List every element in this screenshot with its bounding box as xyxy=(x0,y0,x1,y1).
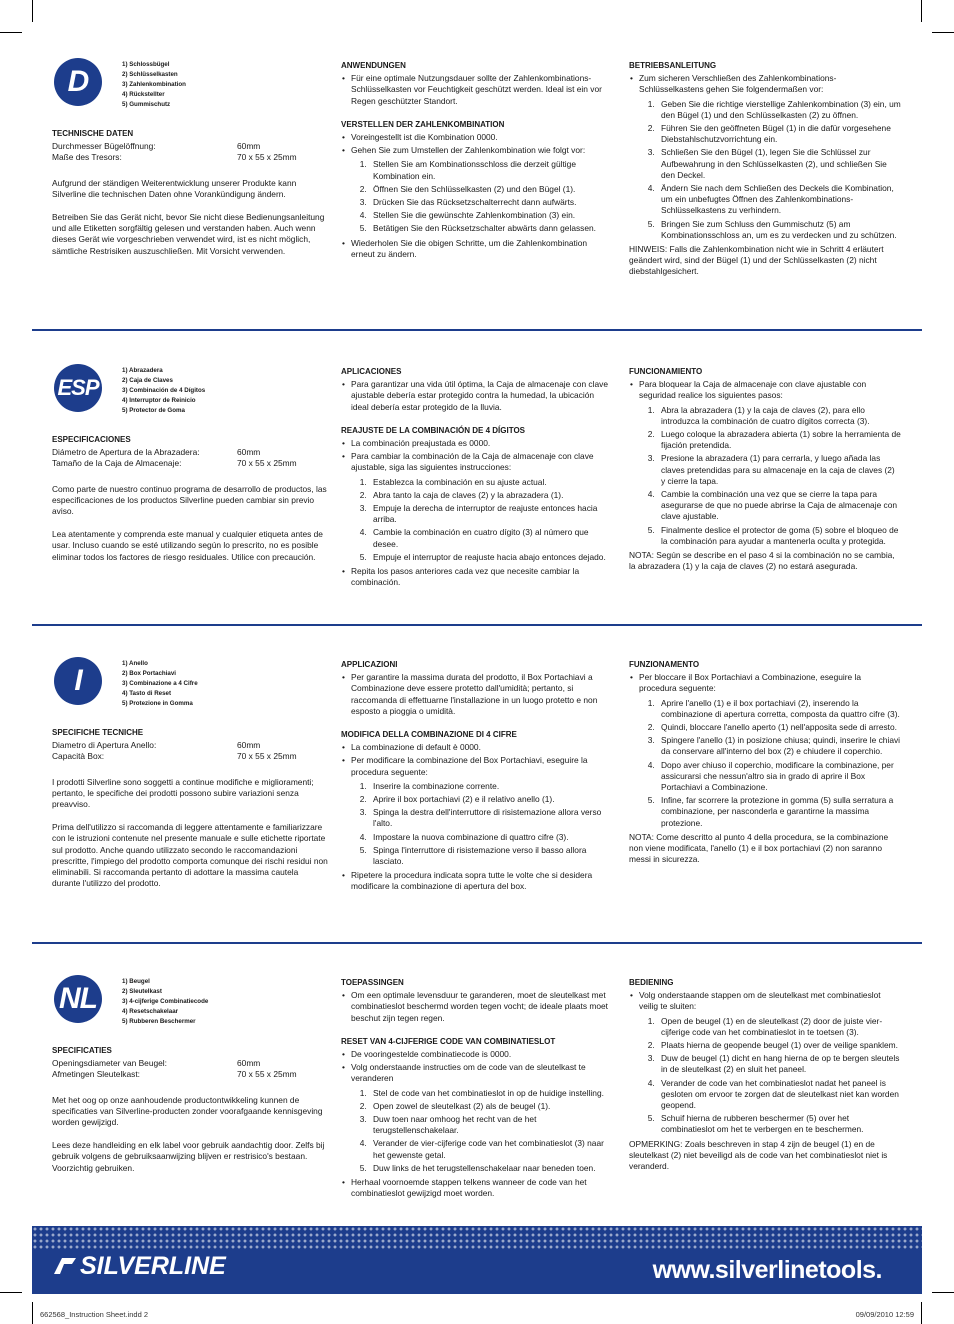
part-item: 4) Rückstellter xyxy=(122,91,165,98)
specs-heading: SPECIFICATIES xyxy=(52,1046,112,1055)
list-item: • Para cambiar la combinación de la Caja de almacenaje con clave ajustable, siga las siguientes instrucciones: xyxy=(341,451,613,473)
list-item: • Per garantire la massima durata del prodotto, il Box Portachiavi a Combinazione deve essere protetto dall'umidità; pertanto, si raccomanda di effettuarne l'installazione in un luogo protetto e non esposto a pioggia o umidità. xyxy=(341,672,613,717)
list-item: • Om een optimale levensduur te garanderen, moet de sleutelkast met combinatieslot beschermd worden tegen vocht; de ideale plaats moet beschut zijn tegen regen. xyxy=(341,990,613,1024)
slug-date: 09/09/2010 12:59 xyxy=(855,1310,914,1319)
operation-heading: FUNCIONAMIENTO xyxy=(629,367,703,376)
step-item: 3. Duw toen naar omhoog het recht van de het terugstellenschakelaar. xyxy=(369,1114,613,1136)
step-item: 5. Schuif hierna de rubberen beschermer (5) over het combinatieslot om het te verbergen en te beschermen. xyxy=(657,1113,901,1135)
dot-pattern xyxy=(32,1226,922,1250)
parts-list xyxy=(122,659,198,709)
applications-column xyxy=(341,659,613,895)
operation-note: HINWEIS: Falls die Zahlenkombination nicht wie in Schritt 4 erläutert geändert wird, sind der Bügel (1) und der Schlüsselkasten (2) nicht diebstahlgesichert. xyxy=(629,244,884,277)
step-item: 5. Spinga l'interruttore di risistemazione verso il basso allora lasciato. xyxy=(369,845,613,867)
step-item: 5. Bringen Sie zum Schluss den Gummischutz (5) am Kombinationsschloss an, um es zu verdecken und zu schützen. xyxy=(657,219,901,241)
step-item: 4. Stellen Sie die gewünschte Zahlenkombination (3) ein. xyxy=(369,210,613,221)
list-item: • Gehen Sie zum Umstellen der Zahlenkombination wie folgt vor: xyxy=(341,145,613,156)
operation-heading: FUNZIONAMENTO xyxy=(629,660,700,669)
step-item: 2. Abra tanto la caja de claves (2) y la abrazadera (1). xyxy=(369,490,613,501)
note-paragraph: Met het oog op onze aanhoudende productontwikkeling kunnen de specificaties van Silverline-producten zonder voorafgaande kennisgeving worden gewijzigd. xyxy=(52,1094,323,1128)
reset-heading: VERSTELLEN DER ZAHLENKOMBINATION xyxy=(341,119,505,129)
list-item: • Zum sicheren Verschließen des Zahlenkombinations-Schlüsselkastens gehen Sie folgendermaßen vor: xyxy=(629,73,901,95)
crop-mark xyxy=(32,0,33,22)
crop-mark xyxy=(32,1302,33,1324)
step-item: 2. Führen Sie den geöffneten Bügel (1) in die dafür vorgesehene Diebstahlschutzvorrichtung ein. xyxy=(657,123,901,145)
step-item: 2. Open zowel de sleutelkast (2) als de beugel (1). xyxy=(369,1101,613,1112)
part-item: 3) Combinación de 4 Dígitos xyxy=(122,387,206,394)
logo-swoosh-icon xyxy=(52,1254,78,1278)
applications-list xyxy=(341,990,613,1024)
language-badge: I xyxy=(54,657,102,705)
reset-outro-list xyxy=(341,238,613,260)
spec-value: 60mm xyxy=(237,447,261,458)
operation-intro-list xyxy=(629,379,901,401)
list-item: • Für eine optimale Nutzungsdauer sollte der Zahlenkombinations-Schlüsselkasten vor Feuchtigkeit geschützt werden. Ideal ist ein vor Regen geschützter Standort. xyxy=(341,73,613,107)
operation-intro-list xyxy=(629,672,901,694)
step-item: 4. Dopo aver chiuso il coperchio, modificare la combinazione, per assicurarsi che nessun'altro sia in grado di aprire il Box Portachiavi a Combinazione. xyxy=(657,760,901,794)
list-item: • Voreingestellt ist die Kombination 0000. xyxy=(341,132,613,143)
part-item: 1) Abrazadera xyxy=(122,367,163,374)
step-item: 4. Verander de vier-cijferige code van het combinatieslot (3) naar het gewenste getal. xyxy=(369,1138,613,1160)
spec-row xyxy=(52,751,328,762)
part-item: 2) Box Portachiavi xyxy=(122,670,176,677)
step-item: 3. Empuje la derecha de interruptor de reajuste entonces hacia arriba. xyxy=(369,503,613,525)
part-item: 2) Sleutelkast xyxy=(122,988,162,995)
step-item: 1. Geben Sie die richtige vierstellige Zahlenkombination (3) ein, um den Bügel (1) und den Schlüsselkasten (2) zu öffnen. xyxy=(657,99,901,121)
part-item: 5) Gummischutz xyxy=(122,101,171,108)
spec-value: 60mm xyxy=(237,141,261,152)
spec-label: Tamaño de la Caja de Almacenaje: xyxy=(52,458,182,469)
slug-file: 662568_Instruction Sheet.indd 2 xyxy=(40,1310,148,1319)
note-paragraph: Prima dell'utilizzo si raccomanda di leggere attentamente e familiarizzare con le istruzioni contenute nel presente manuale e sulle etichette riportate sul prodotto. Anche quando utilizzato secondo le raccomandazioni prescritte, l'impiego del prodotto comporta comunque dei rischi residui non eliminabili. Si raccomanda pertanto di adottare la massima cautela durante l'utilizzo del prodotto. xyxy=(52,822,328,889)
crop-mark xyxy=(0,1292,22,1293)
operation-steps xyxy=(629,1016,901,1136)
spec-row xyxy=(52,1069,328,1080)
section-divider xyxy=(32,942,922,944)
step-item: 2. Luego coloque la abrazadera abierta (1) sobre la herramienta de fijación pretendida. xyxy=(657,429,901,451)
step-item: 1. Stel de code van het combinatieslot in op de huidige instelling. xyxy=(369,1088,613,1099)
applications-column xyxy=(341,60,613,262)
part-item: 3) 4-cijferige Combinatiecode xyxy=(122,998,209,1005)
part-item: 1) Schlossbügel xyxy=(122,61,170,68)
brand-name: SILVERLINE xyxy=(80,1251,226,1280)
spec-label: Diámetro de Apertura de la Abrazadera: xyxy=(52,447,200,458)
reset-heading: MODIFICA DELLA COMBINAZIONE DI 4 CIFRE xyxy=(341,730,517,740)
section-i xyxy=(32,657,922,917)
note-paragraph: Aufgrund der ständigen Weiterentwicklung unserer Produkte kann Silverline die technischen Daten ohne Vorankündigung ändern. xyxy=(52,177,297,199)
footer-band xyxy=(32,1226,922,1294)
crop-mark xyxy=(0,32,22,33)
section-nl xyxy=(32,975,922,1235)
operation-steps xyxy=(629,405,901,547)
spacer xyxy=(52,164,328,178)
spacer xyxy=(52,470,328,484)
step-item: 4. Ändern Sie nach dem Schließen des Deckels die Kombination, um ein unbefugtes Öffnen des Zahlenkombinations-Schlüsselkastens zu verhindern. xyxy=(657,183,901,217)
spacer xyxy=(341,719,613,729)
operation-note: NOTA: Come descritto al punto 4 della procedura, se la combinazione non viene modificata, l'anello (1) e il box portachiavi (2) non saranno messi in sicurezza. xyxy=(629,831,889,865)
step-item: 4. Impostare la nuova combinazione di quattro cifre (3). xyxy=(369,832,613,843)
section-d xyxy=(32,58,922,318)
list-item: • La combinazione di default è 0000. xyxy=(341,742,613,753)
crop-mark xyxy=(921,0,922,22)
step-item: 1. Establezca la combinación en su ajuste actual. xyxy=(369,477,613,488)
step-item: 5. Empuje el interruptor de reajuste hacia abajo entonces dejado. xyxy=(369,552,613,563)
spec-label: Durchmesser Bügelöffnung: xyxy=(52,141,156,152)
applications-list xyxy=(341,672,613,717)
step-item: 3. Spingere l'anello (1) in posizione chiusa; quindi, inserire le chiavi da conservare all'interno del box (2) e chiudere il coperchio. xyxy=(657,735,901,757)
step-item: 5. Betätigen Sie den Rücksetzschalter abwärts dann gelassen. xyxy=(369,223,613,234)
operation-note: OPMERKING: Zoals beschreven in stap 4 zijn de beugel (1) en de sleutelkast (2) niet beveiligd als de code van het combinatieslot niet is veranderd. xyxy=(629,1138,888,1172)
operation-column xyxy=(629,977,901,1172)
specs-heading: TECHNISCHE DATEN xyxy=(52,129,134,138)
applications-list xyxy=(341,379,613,413)
spec-label: Openingsdiameter van Beugel: xyxy=(52,1058,167,1069)
reset-steps xyxy=(341,159,613,234)
note-paragraph: I prodotti Silverline sono soggetti a continue modifiche e miglioramenti; pertanto, le specifiche dei prodotti possono subire variazioni senza preavviso. xyxy=(52,776,314,810)
step-item: 1. Aprire l'anello (1) e il box portachiavi (2), inserendo la combinazione di apertura corretta, composta da quattro cifre (3). xyxy=(657,698,901,720)
step-item: 3. Presione la abrazadera (1) para cerrarla, y luego añada las claves pretendidas para su almacenaje en la caja de claves (2) y cierre la tapa. xyxy=(657,453,901,487)
step-item: 1. Stellen Sie am Kombinationsschloss die derzeit gültige Kombination ein. xyxy=(369,159,613,181)
operation-column xyxy=(629,60,901,278)
applications-heading: ANWENDUNGEN xyxy=(341,61,406,70)
note-paragraph: Lees deze handleiding en elk label voor gebruik aandachtig door. Zelfs bij gebruik volgens de gebruiksaanwijzing blijven er restrisico's bestaan. Voorzichtig gebruiken. xyxy=(52,1140,325,1173)
website-url[interactable]: www.silverlinetools. xyxy=(652,1256,882,1284)
step-item: 2. Quindi, bloccare l'anello aperto (1) nell'apposita sede di arresto. xyxy=(657,722,901,733)
step-item: 2. Aprire il box portachiavi (2) e il relativo anello (1). xyxy=(369,794,613,805)
list-item: • De vooringestelde combinatiecode is 0000. xyxy=(341,1049,613,1060)
list-item: • Per modificare la combinazione del Box Portachiavi, eseguire la procedura seguente: xyxy=(341,755,613,777)
part-item: 4) Tasto di Reset xyxy=(122,690,172,697)
spec-value: 70 x 55 x 25mm xyxy=(237,152,297,163)
section-esp xyxy=(32,364,922,624)
list-item: • Para garantizar una vida útil óptima, la Caja de almacenaje con clave ajustable debería estar protegido contra la humedad, la ubicación ideal debería estar protegido de la lluvia. xyxy=(341,379,613,413)
language-badge: D xyxy=(54,58,102,106)
part-item: 5) Protezione in Gomma xyxy=(122,700,193,707)
reset-outro-list xyxy=(341,566,613,588)
operation-column xyxy=(629,366,901,572)
step-item: 2. Öffnen Sie den Schlüsselkasten (2) und den Bügel (1). xyxy=(369,184,613,195)
parts-list xyxy=(122,977,208,1027)
applications-heading: TOEPASSINGEN xyxy=(341,978,404,987)
reset-heading: RESET VAN 4-CIJFERIGE CODE VAN COMBINATIESLOT xyxy=(341,1036,556,1046)
spec-value: 60mm xyxy=(237,740,261,751)
spec-row xyxy=(52,740,328,751)
parts-list xyxy=(122,366,205,416)
step-item: 3. Spinga la destra dell'interruttore di risistemazione allora verso l'alto. xyxy=(369,807,613,829)
reset-steps xyxy=(341,781,613,867)
spacer xyxy=(52,763,328,777)
spec-value: 70 x 55 x 25mm xyxy=(237,751,297,762)
specs-column xyxy=(52,727,328,901)
reset-steps xyxy=(341,477,613,563)
section-divider xyxy=(32,624,922,626)
reset-intro-list xyxy=(341,1049,613,1085)
reset-outro-list xyxy=(341,870,613,892)
spec-row xyxy=(52,1058,328,1069)
step-item: 4. Cambie la combinación una vez que se cierre la tapa para asegurarse de que no puede abrirse la Caja de almacenaje con clave ajustable. xyxy=(657,489,901,523)
part-item: 1) Anello xyxy=(122,660,148,667)
part-item: 2) Schlüsselkasten xyxy=(122,71,178,78)
crop-mark xyxy=(932,32,954,33)
spec-label: Afmetingen Sleutelkast: xyxy=(52,1069,140,1080)
spec-value: 70 x 55 x 25mm xyxy=(237,458,297,469)
spec-value: 60mm xyxy=(237,1058,261,1069)
list-item: • La combinación preajustada es 0000. xyxy=(341,438,613,449)
operation-intro-list xyxy=(629,990,901,1012)
spec-label: Maße des Tresors: xyxy=(52,152,122,163)
applications-heading: APPLICAZIONI xyxy=(341,660,398,669)
specs-heading: ESPECIFICACIONES xyxy=(52,435,131,444)
operation-steps xyxy=(629,698,901,829)
list-item: • Wiederholen Sie die obigen Schritte, um die Zahlenkombination erneut zu ändern. xyxy=(341,238,613,260)
part-item: 3) Combinazione a 4 Cifre xyxy=(122,680,198,687)
part-item: 2) Caja de Claves xyxy=(122,377,173,384)
spec-label: Capacità Box: xyxy=(52,751,105,762)
reset-heading: REAJUSTE DE LA COMBINACIÓN DE 4 DÍGITOS xyxy=(341,425,526,435)
step-item: 5. Infine, far scorrere la protezione in gomma (5) sulla serratura a combinazione, per nasconderla e garantirne la massima protezione. xyxy=(657,795,901,829)
spacer xyxy=(52,1081,328,1095)
note-paragraph: Lea atentamente y comprenda este manual y cualquier etiqueta antes de usar. Incluso cuando se esté utilizando según lo prescrito, no es posible eliminar todos los factores de riesgo residuales. Utilice con precaución. xyxy=(52,529,323,562)
crop-mark xyxy=(932,1292,954,1293)
step-item: 3. Drücken Sie das Rücksetzschalterrecht dann aufwärts. xyxy=(369,197,613,208)
specs-heading: SPECIFICHE TECNICHE xyxy=(52,728,144,737)
language-badge: ESP xyxy=(54,364,102,412)
spec-row xyxy=(52,141,328,152)
spec-row xyxy=(52,447,328,458)
part-item: 4) Interruptor de Reinicio xyxy=(122,397,196,404)
parts-list xyxy=(122,60,186,110)
spec-row xyxy=(52,458,328,469)
operation-heading: BEDIENING xyxy=(629,978,674,987)
language-badge: NL xyxy=(54,975,102,1023)
specs-column xyxy=(52,434,328,575)
operation-heading: BETRIEBSANLEITUNG xyxy=(629,61,717,70)
part-item: 4) Resetschakelaar xyxy=(122,1008,179,1015)
operation-column xyxy=(629,659,901,865)
reset-intro-list xyxy=(341,438,613,474)
step-item: 3. Duw de beugel (1) dicht en hang hierna de op te bergen sleutels in de sleutelkast (2) en sluit het paneel. xyxy=(657,1053,901,1075)
step-item: 5. Finalmente deslice el protector de goma (5) sobre el bloqueo de la combinación para ayudar a mantenerla oculta y protegida. xyxy=(657,525,901,547)
operation-intro-list xyxy=(629,73,901,95)
step-item: 1. Abra la abrazadera (1) y la caja de claves (2), para ello introduzca la combinación de cuatro dígitos correcta (3). xyxy=(657,405,901,427)
list-item: • Per bloccare il Box Portachiavi a Combinazione, eseguire la procedura seguente: xyxy=(629,672,901,694)
operation-steps xyxy=(629,99,901,241)
step-item: 2. Plaats hierna de geopende beugel (1) over de veilige spanklem. xyxy=(657,1040,901,1051)
list-item: • Volg onderstaande stappen om de sleutelkast met combinatieslot veilig te sluiten: xyxy=(629,990,901,1012)
step-item: 3. Schließen Sie den Bügel (1), legen Sie die Schlüssel zur Aufbewahrung in den Schlüsselkasten (2), und schließen Sie den Deckel. xyxy=(657,147,901,181)
reset-outro-list xyxy=(341,1177,613,1199)
step-item: 1. Open de beugel (1) en de sleutelkast (2) door de juiste vier-cijferige code van het combinatieslot in te toetsen (3). xyxy=(657,1016,901,1038)
applications-column xyxy=(341,366,613,590)
note-paragraph: Betreiben Sie das Gerät nicht, bevor Sie nicht diese Bedienungsanleitung und alle Etiketten sorgfältig gelesen und verstanden haben. Auch wenn dieses Gerät wie vorgeschrieben verwendet wird, ist es nicht möglich, sämtliche Restrisiken auszuschließen. Mit Vorsicht verwenden. xyxy=(52,212,325,256)
applications-heading: APLICACIONES xyxy=(341,367,402,376)
list-item: • Ripetere la procedura indicata sopra tutte le volte che si desidera modificare la combinazione di apertura del box. xyxy=(341,870,613,892)
part-item: 1) Beugel xyxy=(122,978,150,985)
applications-list xyxy=(341,73,613,107)
step-item: 4. Cambie la combinación en cuatro dígito (3) al número que desee. xyxy=(369,527,613,549)
specs-column xyxy=(52,1045,328,1186)
crop-mark xyxy=(921,1302,922,1324)
list-item: • Repita los pasos anteriores cada vez que necesite cambiar la combinación. xyxy=(341,566,613,588)
section-divider xyxy=(32,329,922,331)
list-item: • Volg onderstaande instructies om de code van de sleutelkast te veranderen xyxy=(341,1062,613,1084)
part-item: 5) Rubberen Beschermer xyxy=(122,1018,196,1025)
spec-label: Diametro di Apertura Anello: xyxy=(52,740,157,751)
note-paragraph: Como parte de nuestro continuo programa de desarrollo de productos, las especificaciones de los productos Silverline pueden cambiar sin previo aviso. xyxy=(52,483,327,517)
list-item: • Herhaal voornoemde stappen telkens wanneer de code van het combinatieslot gewijzigd moet worden. xyxy=(341,1177,613,1199)
spacer xyxy=(341,1026,613,1036)
operation-note: NOTA: Según se describe en el paso 4 si la combinación no se cambia, la abrazadera (1) y la caja de claves (2) no estará asegurada. xyxy=(629,550,895,572)
spec-row xyxy=(52,152,328,163)
reset-steps xyxy=(341,1088,613,1174)
reset-intro-list xyxy=(341,742,613,778)
spacer xyxy=(341,109,613,119)
part-item: 5) Protector de Goma xyxy=(122,407,185,414)
spec-value: 70 x 55 x 25mm xyxy=(237,1069,297,1080)
specs-column xyxy=(52,128,328,269)
spacer xyxy=(341,415,613,425)
step-item: 4. Verander de code van het combinatieslot nadat het paneel is gesloten om ervoor te zorgen dat de sleutelkast niet kan worden geopend. xyxy=(657,1078,901,1112)
reset-intro-list xyxy=(341,132,613,156)
list-item: • Para bloquear la Caja de almacenaje con clave ajustable con seguridad realice los siguientes pasos: xyxy=(629,379,901,401)
step-item: 5. Duw links de het terugstellenschakelaar naar beneden toen. xyxy=(369,1163,613,1174)
applications-column xyxy=(341,977,613,1201)
part-item: 3) Zahlenkombination xyxy=(122,81,186,88)
silverline-logo xyxy=(52,1252,226,1280)
step-item: 1. Inserire la combinazione corrente. xyxy=(369,781,613,792)
